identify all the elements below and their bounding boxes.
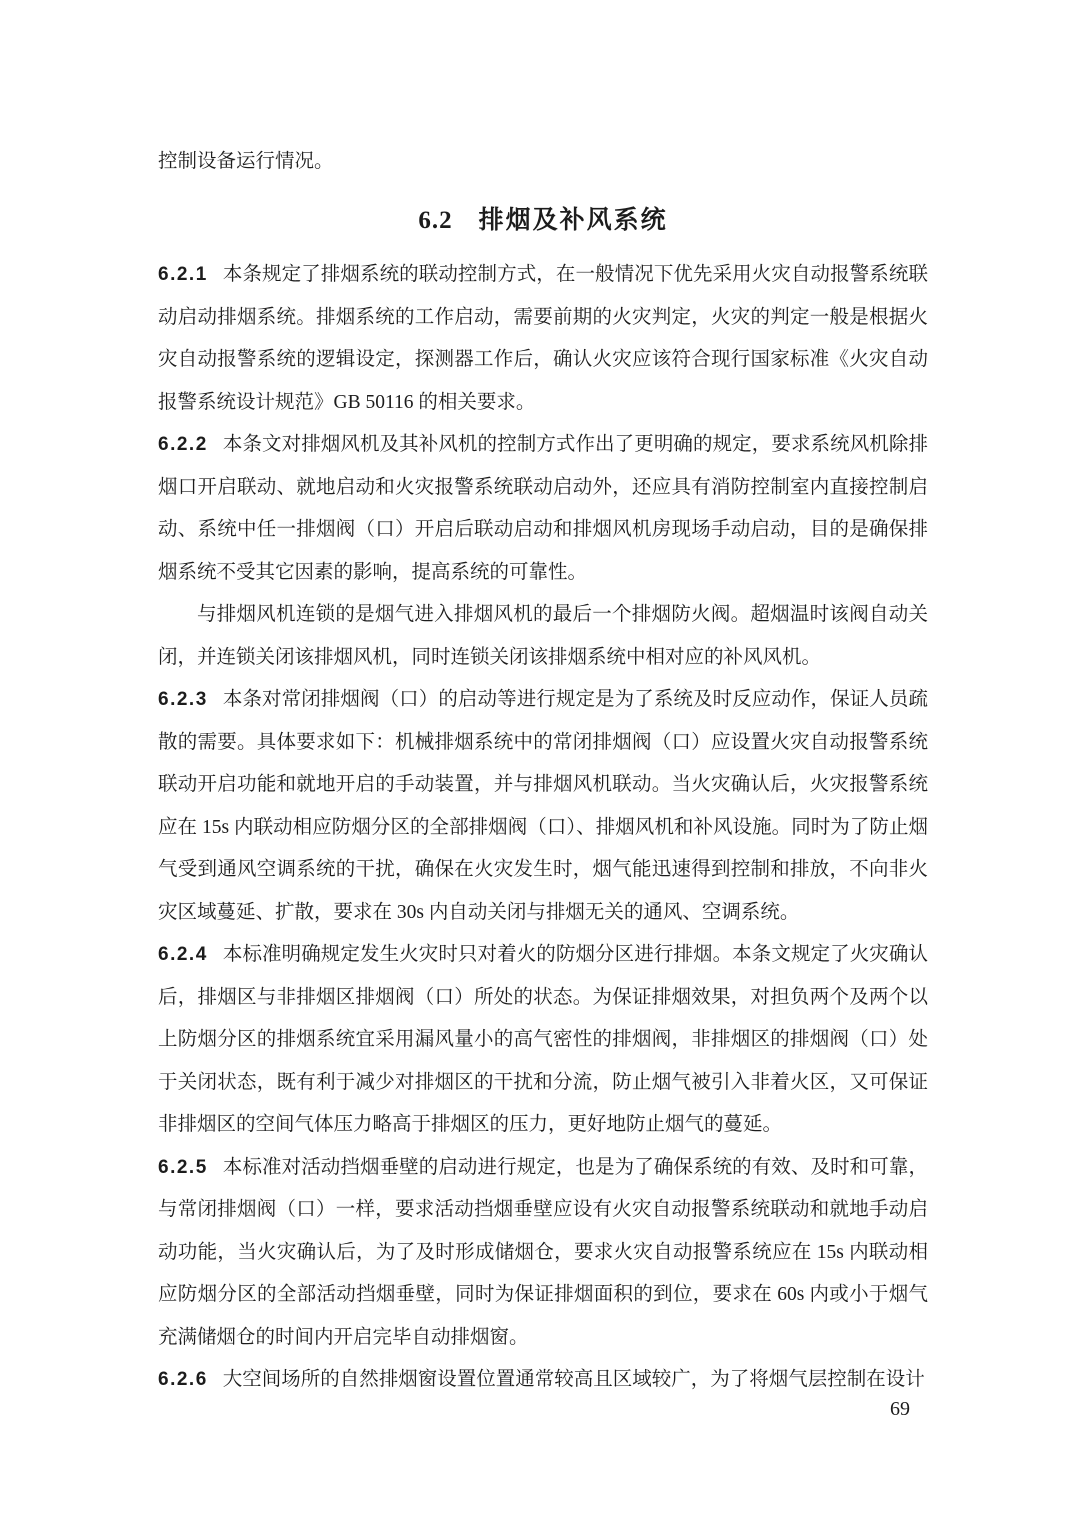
clause-text: 本条文对排烟风机及其补风机的控制方式作出了更明确的规定，要求系统风机除排烟口开启联动、就地启动和火灾报警系统联动启动外，还应具有消防控制室内直接控制启动、系统中任一排烟阀（口）开启后联动启动和排烟风机房现场手动启动，目的是确保排烟系统不受其它因素的影响，提高系统的可靠性。 bbox=[158, 434, 928, 583]
clause-text: 与排烟风机连锁的是烟气进入排烟风机的最后一个排烟防火阀。超烟温时该阀自动关闭，并连锁关闭该排烟风机，同时连锁关闭该排烟系统中相对应的补风风机。 bbox=[158, 604, 928, 668]
clause-label: 6.2.5 bbox=[158, 1156, 208, 1178]
clause-label: 6.2.2 bbox=[158, 434, 208, 455]
clause-label: 6.2.1 bbox=[158, 264, 208, 285]
clause-text: 本标准对活动挡烟垂壁的启动进行规定，也是为了确保系统的有效、及时和可靠，与常闭排烟阀（口）一样，要求活动挡烟垂壁应设有火灾自动报警系统联动和就地手动启动功能，当火灾确认后，为了及时形成储烟仓，要求火灾自动报警系统应在 15s 内联动相应防烟分区的全部活动挡烟垂壁，同时为保证排烟面积的到位，要求在 60s 内或小于烟气充满储烟仓的时间内开启完毕自动排烟窗。 bbox=[158, 1156, 928, 1348]
clause-paragraph-6-2-1 bbox=[158, 254, 928, 424]
clause-paragraph-6-2-5 bbox=[158, 1147, 928, 1360]
clause-text: 本条规定了排烟系统的联动控制方式，在一般情况下优先采用火灾自动报警系统联动启动排烟系统。排烟系统的工作启动，需要前期的火灾判定，火灾的判定一般是根据火灾自动报警系统的逻辑设定，探测器工作后，确认火灾应该符合现行国家标准《火灾自动报警系统设计规范》GB 50116 的相关要求。 bbox=[158, 264, 928, 413]
clause-text: 本标准明确规定发生火灾时只对着火的防烟分区进行排烟。本条文规定了火灾确认后，排烟区与非排烟区排烟阀（口）所处的状态。为保证排烟效果，对担负两个及两个以上防烟分区的排烟系统宜采用漏风量小的高气密性的排烟阀，非排烟区的排烟阀（口）处于关闭状态，既有利于减少对排烟区的干扰和分流，防止烟气被引入非着火区，又可保证非排烟区的空间气体压力略高于排烟区的压力，更好地防止烟气的蔓延。 bbox=[158, 944, 928, 1135]
page-content bbox=[158, 140, 928, 1402]
section-heading-number: 6.2 bbox=[418, 207, 453, 234]
page-number: 69 bbox=[890, 1398, 910, 1420]
clause-continuation-paragraph bbox=[158, 594, 928, 679]
carryover-paragraph-line: 控制设备运行情况。 bbox=[158, 151, 334, 172]
clause-text: 本条对常闭排烟阀（口）的启动等进行规定是为了系统及时反应动作，保证人员疏散的需要。具体要求如下：机械排烟系统中的常闭排烟阀（口）应设置火灾自动报警系统联动开启功能和就地开启的手动装置，并与排烟风机联动。当火灾确认后，火灾报警系统应在 15s 内联动相应防烟分区的全部排烟阀（口）、排烟风机和补风设施。同时为了防止烟气受到通风空调系统的干扰，确保在火灾发生时，烟气能迅速得到控制和排放，不向非火灾区域蔓延、扩散，要求在 30s 内自动关闭与排烟无关的通风、空调系统。 bbox=[158, 689, 928, 923]
clause-label: 6.2.6 bbox=[158, 1369, 208, 1390]
section-heading bbox=[158, 199, 928, 242]
clause-label: 6.2.4 bbox=[158, 944, 208, 965]
clause-label: 6.2.3 bbox=[158, 689, 208, 710]
clause-text: 大空间场所的自然排烟窗设置位置通常较高且区域较广，为了将烟气层控制在设计 bbox=[222, 1369, 925, 1390]
clause-paragraph-6-2-4 bbox=[158, 934, 928, 1147]
clause-paragraph-6-2-2 bbox=[158, 424, 928, 594]
section-heading-title: 排烟及补风系统 bbox=[478, 207, 668, 234]
clause-paragraph-6-2-3 bbox=[158, 679, 928, 934]
clause-paragraph-6-2-6 bbox=[158, 1359, 928, 1402]
